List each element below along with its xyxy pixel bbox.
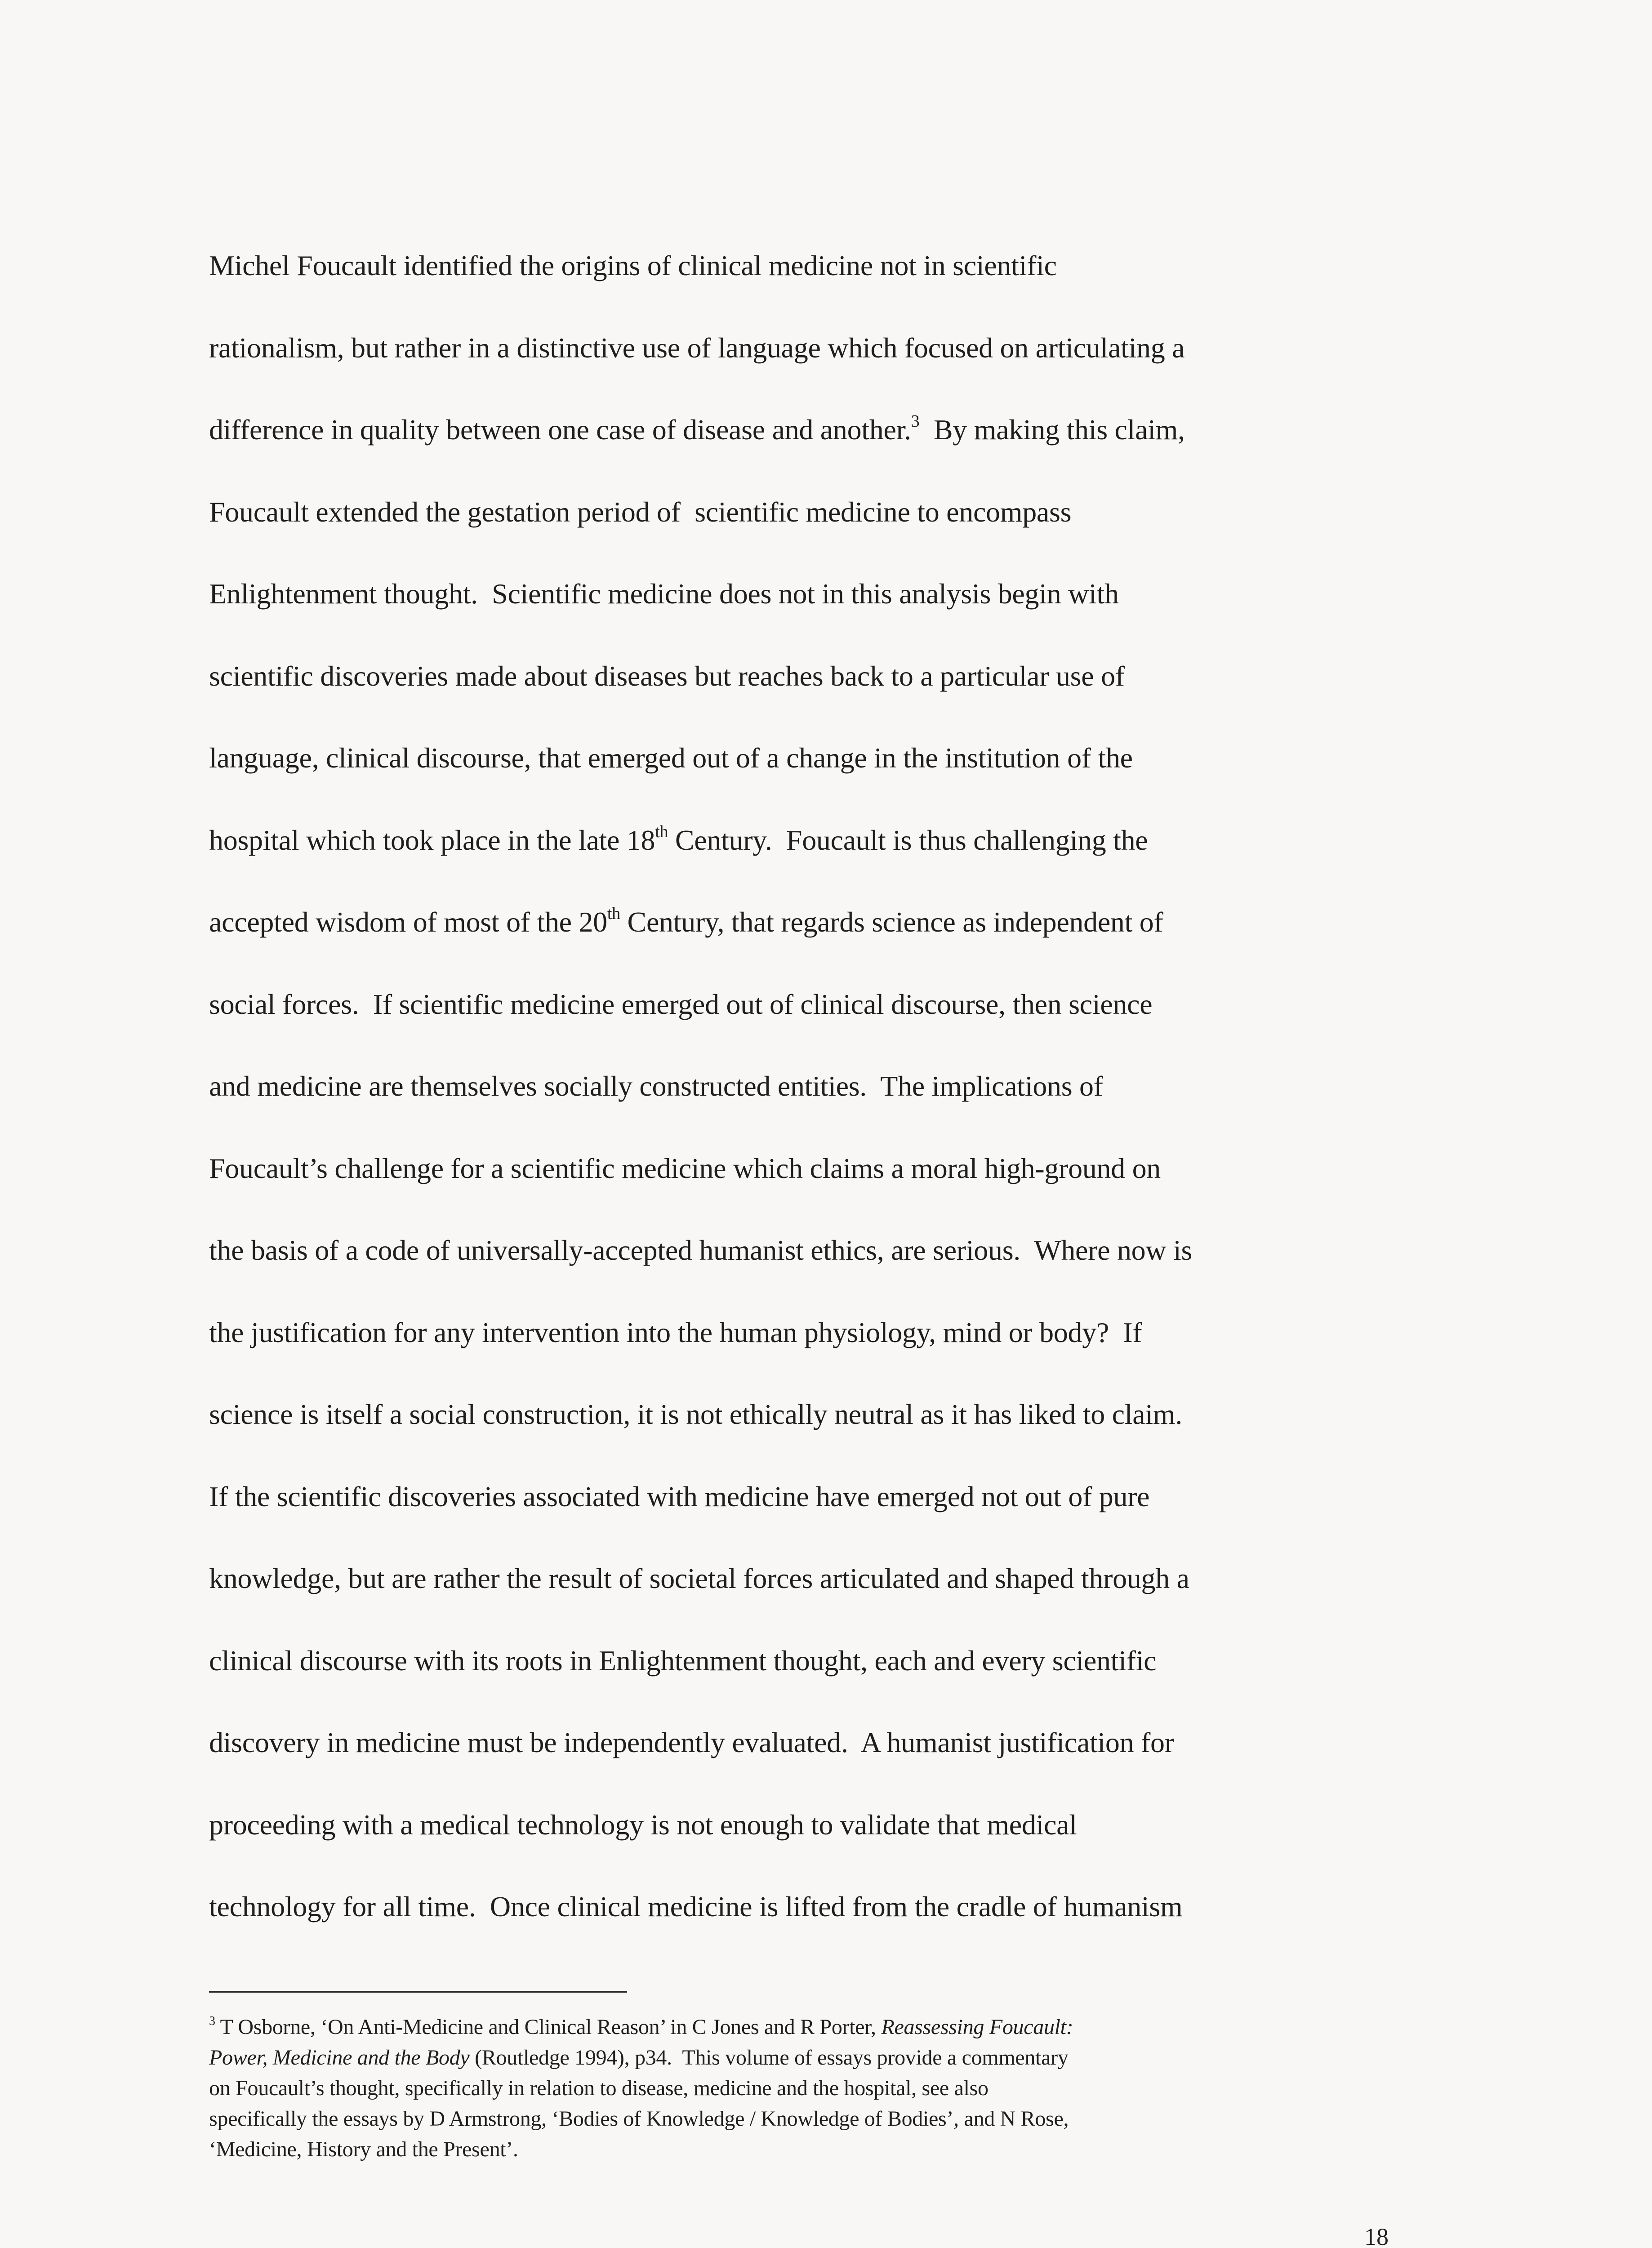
footnote-line xyxy=(209,2012,1432,2043)
footnote-divider xyxy=(209,1991,627,1993)
body-line: If the scientific discoveries associated with medicine have emerged not out of pure xyxy=(209,1480,1150,1512)
body-line-text: Century. Foucault is thus challenging the xyxy=(668,824,1148,856)
body-line: Foucault’s challenge for a scientific medicine which claims a moral high-ground on xyxy=(209,1152,1161,1184)
body-text xyxy=(209,225,1441,1948)
footnote-marker: 3 xyxy=(209,2014,215,2028)
body-line xyxy=(209,389,1441,471)
body-line: language, clinical discourse, that emerged out of a change in the institution of the xyxy=(209,742,1133,774)
footnote-line xyxy=(209,2043,1432,2073)
ordinal-suffix: th xyxy=(655,822,668,841)
body-line: scientific discoveries made about diseases but reaches back to a particular use of xyxy=(209,660,1125,692)
body-line-text: accepted wisdom of most of the 20 xyxy=(209,906,607,938)
body-line: proceeding with a medical technology is not enough to validate that medical xyxy=(209,1808,1077,1841)
body-line-text: Century, that regards science as independent of xyxy=(620,906,1163,938)
body-line-text: difference in quality between one case of disease and another. xyxy=(209,414,911,446)
body-line xyxy=(209,881,1441,963)
footnote-line: specifically the essays by D Armstrong, ‘Bodies of Knowledge / Knowledge of Bodies’, and N Rose, xyxy=(209,2107,1069,2131)
footnote-reference: 3 xyxy=(911,412,920,431)
body-line: the justification for any intervention into the human physiology, mind or body? If xyxy=(209,1316,1142,1348)
footnote-text: T Osborne, ‘On Anti-Medicine and Clinical Reason’ in C Jones and R Porter, xyxy=(215,2015,882,2039)
body-line: knowledge, but are rather the result of societal forces articulated and shaped through a xyxy=(209,1562,1189,1594)
ordinal-suffix: th xyxy=(607,904,620,923)
body-line xyxy=(209,799,1441,882)
footnote-text: (Routledge 1994), p34. This volume of essays provide a commentary xyxy=(469,2046,1069,2070)
body-line: Foucault extended the gestation period of scientific medicine to encompass xyxy=(209,495,1072,528)
body-line: technology for all time. Once clinical medicine is lifted from the cradle of humanism xyxy=(209,1891,1183,1922)
footnote-book-title: Reassessing Foucault: xyxy=(881,2015,1073,2039)
page-number: 18 xyxy=(1364,2223,1389,2248)
body-line: social forces. If scientific medicine emerged out of clinical discourse, then science xyxy=(209,988,1153,1020)
footnote xyxy=(209,2012,1432,2165)
body-line: Michel Foucault identified the origins of clinical medicine not in scientific xyxy=(209,250,1057,281)
body-line: and medicine are themselves socially constructed entities. The implications of xyxy=(209,1070,1103,1102)
body-line: Enlightenment thought. Scientific medicine does not in this analysis begin with xyxy=(209,578,1119,610)
footnote-book-title: Power, Medicine and the Body xyxy=(209,2046,470,2070)
body-line: discovery in medicine must be independently evaluated. A humanist justification for xyxy=(209,1726,1174,1758)
body-line: science is itself a social construction, it is not ethically neutral as it has liked to claim. xyxy=(209,1398,1182,1430)
body-line: the basis of a code of universally-accepted humanist ethics, are serious. Where now is xyxy=(209,1234,1193,1266)
body-line: clinical discourse with its roots in Enlightenment thought, each and every scientific xyxy=(209,1644,1157,1677)
body-line: rationalism, but rather in a distinctive use of language which focused on articulating a xyxy=(209,331,1185,364)
body-line-text: hospital which took place in the late 18 xyxy=(209,824,655,856)
body-line-text: By making this claim, xyxy=(919,414,1185,446)
footnote-line: on Foucault’s thought, specifically in relation to disease, medicine and the hospital, see also xyxy=(209,2076,989,2100)
footnote-line: ‘Medicine, History and the Present’. xyxy=(209,2137,518,2161)
